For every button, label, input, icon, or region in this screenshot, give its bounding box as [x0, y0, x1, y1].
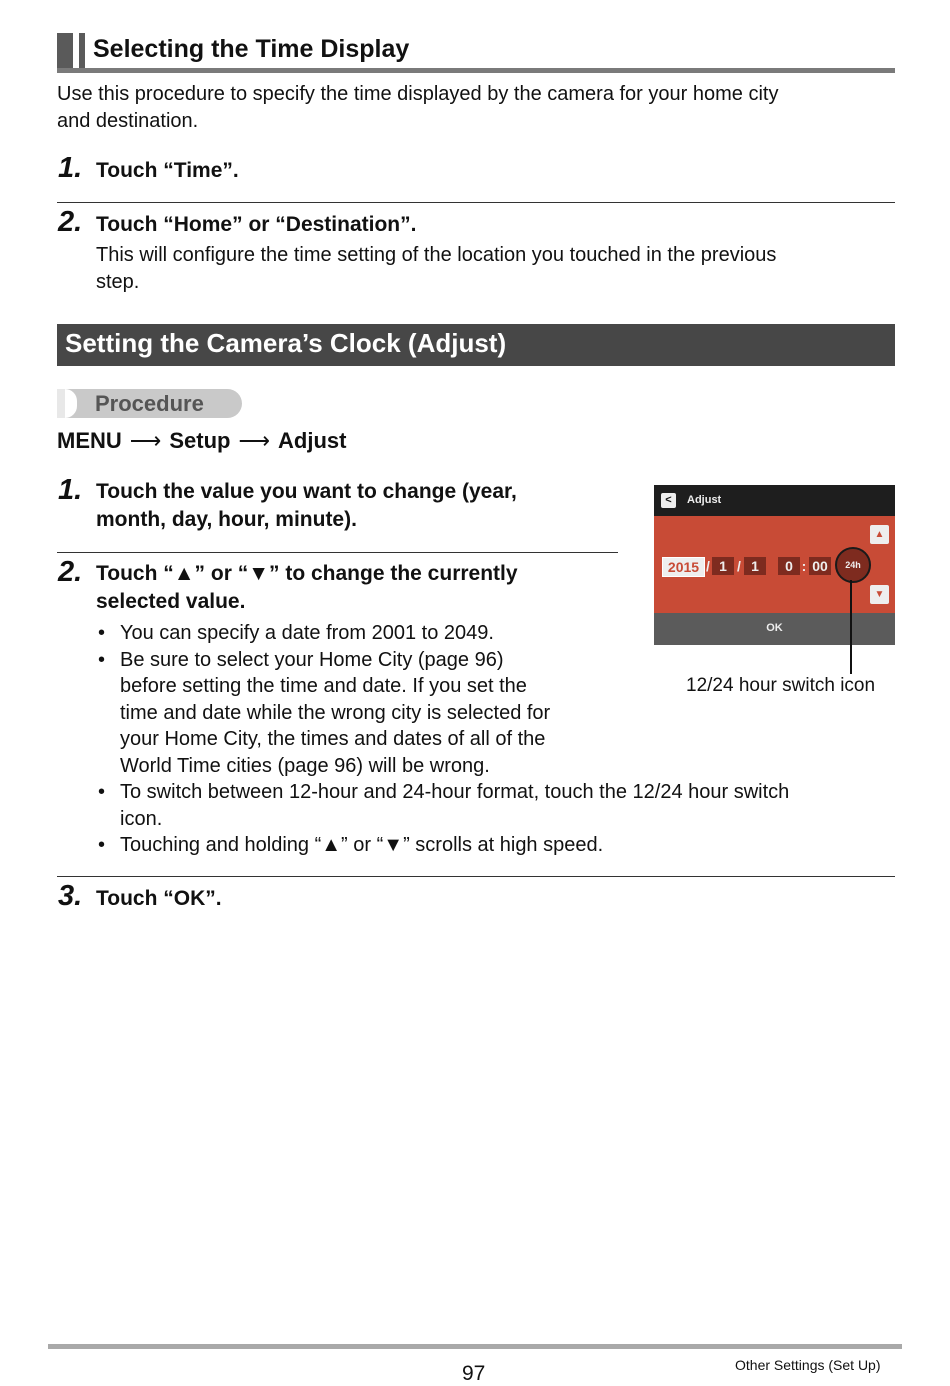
bullet-text: To switch between 12-hour and 24-hour format, touch the 12/24 hour switch — [120, 781, 790, 803]
intro-paragraph — [57, 81, 778, 135]
bullet-dot: • — [98, 834, 106, 856]
divider — [57, 202, 895, 203]
bullet-text: Be sure to select your Home City (page 96) — [120, 648, 504, 671]
bullet-dot: • — [98, 781, 106, 803]
bullet-text: icon. — [120, 807, 163, 830]
back-icon[interactable]: < — [661, 493, 676, 508]
bullet-text: your Home City, the times and dates of all of the — [120, 728, 546, 750]
heading-underline — [57, 68, 895, 73]
callout-leader-line — [850, 580, 852, 674]
camera-screen-illustration — [654, 485, 895, 645]
bullet-dot: • — [98, 622, 106, 644]
step-text-line: month, day, hour, minute). — [96, 508, 357, 531]
bullet-text: Touching and holding “▲” or “▼” scrolls at high speed. — [120, 834, 604, 856]
description-line: This will configure the time setting of the location you touched in the previous — [96, 244, 777, 266]
arrow-icon: ⟶ — [129, 428, 162, 453]
step-text: Touch “OK”. — [96, 887, 222, 910]
procedure-label — [57, 389, 242, 418]
down-arrow-icon[interactable]: ▼ — [870, 585, 889, 604]
time-separator: : — [801, 558, 807, 574]
step-number: 2. — [58, 556, 83, 588]
step-number: 1. — [58, 152, 83, 184]
section-banner — [57, 324, 895, 366]
bullet-text: World Time cities (page 96) will be wrong. — [120, 754, 490, 777]
footer-rule — [48, 1344, 902, 1349]
bullet-text: before setting the time and date. If you set the — [120, 675, 527, 697]
day-field[interactable]: 1 — [744, 557, 766, 575]
date-separator: / — [737, 558, 741, 574]
intro-line: Use this procedure to specify the time displayed by the camera for your home city — [57, 83, 779, 105]
section-banner-title: Setting the Camera’s Clock (Adjust) — [65, 328, 507, 358]
bullet-list — [98, 620, 888, 859]
procedure-notch — [57, 389, 65, 418]
step-description — [96, 242, 776, 296]
bullet-item — [98, 832, 888, 859]
bullet-text: You can specify a date from 2001 to 2049. — [120, 622, 494, 644]
heading-marker-thin — [79, 33, 85, 73]
footer-section-name: Other Settings (Set Up) — [735, 1357, 881, 1373]
camera-screen-title: Adjust — [687, 494, 722, 506]
menu-path-item: MENU — [57, 428, 122, 453]
menu-path — [57, 428, 346, 454]
heading-marker — [57, 33, 73, 73]
step-text: Touch “Home” or “Destination”. — [96, 213, 417, 236]
camera-header — [654, 485, 895, 516]
procedure-text: Procedure — [95, 391, 204, 416]
ok-button[interactable]: OK — [766, 622, 783, 634]
divider — [57, 552, 618, 553]
bullet-text: time and date while the wrong city is selected for — [120, 701, 551, 724]
step-text-line: Touch “▲” or “▼” to change the currently — [96, 562, 518, 585]
description-line: step. — [96, 271, 140, 293]
menu-path-item: Setup — [169, 428, 231, 453]
step-text-line: selected value. — [96, 590, 246, 613]
12-24-hour-switch-icon[interactable]: 24h — [835, 547, 871, 583]
procedure-notch — [65, 389, 77, 418]
bullet-item — [98, 779, 888, 832]
section-title: Selecting the Time Display — [93, 35, 410, 63]
step-text — [96, 560, 518, 616]
step-number: 3. — [58, 880, 83, 912]
date-separator: / — [706, 558, 710, 574]
up-arrow-icon[interactable]: ▲ — [870, 525, 889, 544]
step-text — [96, 478, 517, 534]
step-number: 1. — [58, 474, 83, 506]
page-number: 97 — [462, 1362, 486, 1385]
divider — [57, 876, 895, 877]
hour-field[interactable]: 0 — [778, 557, 800, 575]
year-field[interactable]: 2015 — [662, 557, 705, 577]
step-text: Touch “Time”. — [96, 159, 239, 182]
step-text-line: Touch the value you want to change (year, — [96, 480, 517, 503]
month-field[interactable]: 1 — [712, 557, 734, 575]
camera-footer — [654, 613, 895, 645]
section-heading — [57, 33, 895, 73]
bullet-item — [98, 647, 888, 780]
step-number: 2. — [58, 206, 83, 238]
menu-path-item: Adjust — [278, 428, 347, 453]
callout-label: 12/24 hour switch icon — [686, 675, 876, 696]
intro-line: and destination. — [57, 110, 199, 132]
arrow-icon: ⟶ — [238, 428, 270, 453]
bullet-dot: • — [98, 648, 106, 671]
minute-field[interactable]: 00 — [809, 557, 831, 575]
